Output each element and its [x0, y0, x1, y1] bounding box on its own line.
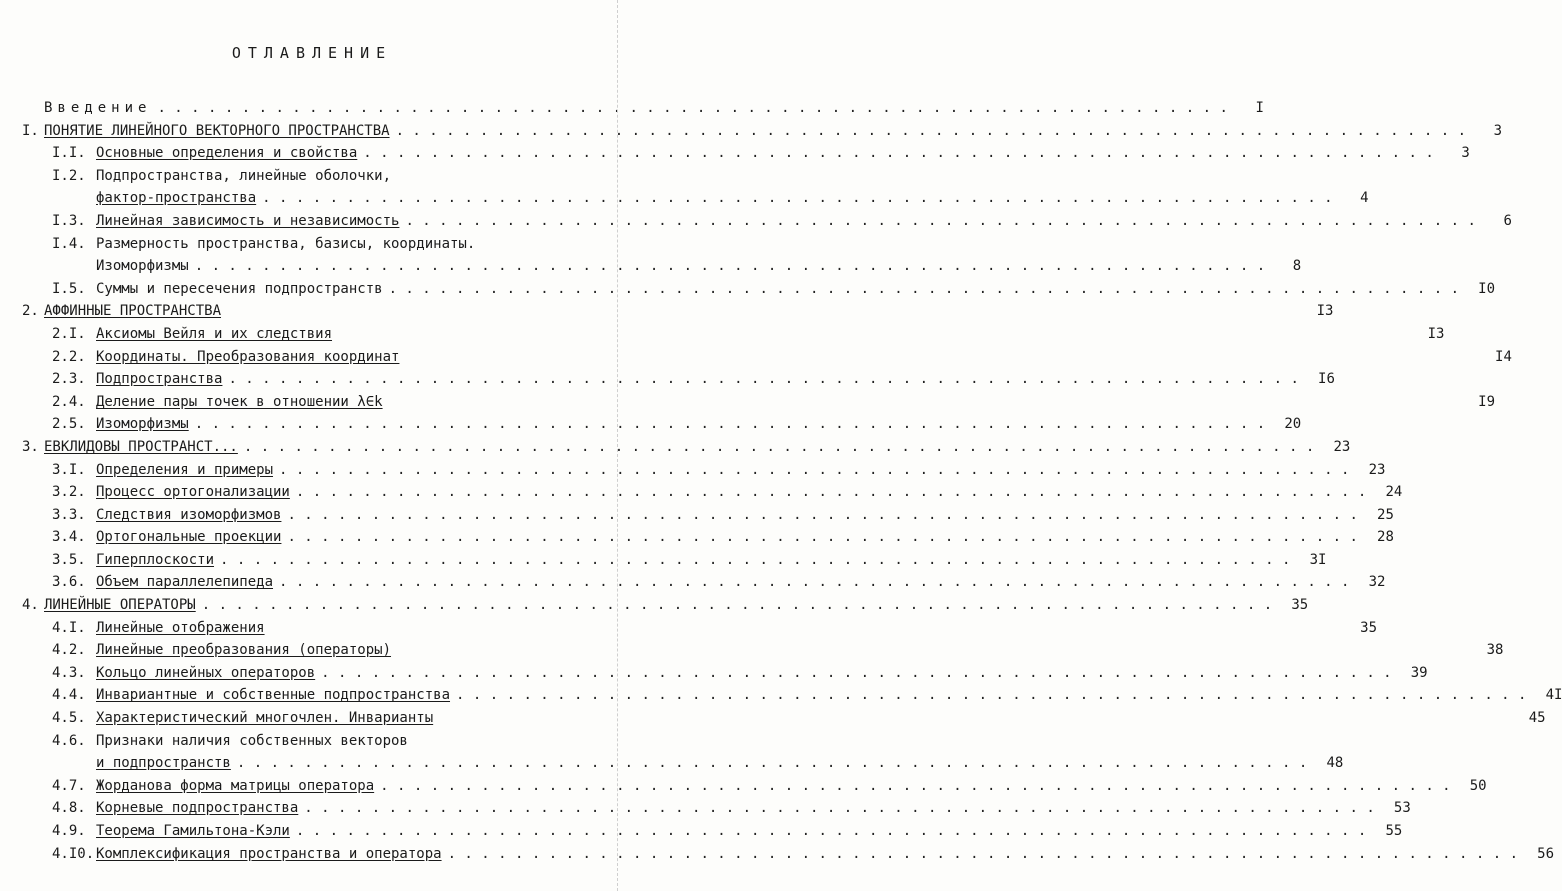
entry-page: I6 [1318, 371, 1335, 388]
toc-entry [0, 526, 1394, 549]
toc-entry [0, 707, 1546, 730]
toc-entry [0, 323, 1445, 346]
entry-title: Комплексификация пространства и оператора [96, 845, 442, 862]
toc-entry [0, 662, 1428, 685]
entry-number: I.3. [52, 212, 86, 229]
entry-number: I.I. [52, 145, 86, 162]
toc-entry [0, 549, 1327, 572]
entry-number: 4.3. [52, 664, 86, 681]
leader-dots [287, 526, 1357, 549]
entry-page: 20 [1284, 416, 1302, 433]
entry-page: I3 [1316, 303, 1334, 320]
leader-dots [237, 752, 1307, 775]
entry-page: 25 [1377, 506, 1394, 523]
entry-number: 2.I. [52, 325, 86, 342]
entry-number: 3.I. [52, 461, 86, 478]
leader-dots [304, 797, 1374, 820]
entry-page: I3 [1427, 325, 1445, 342]
toc-entry [0, 730, 624, 753]
toc-entry [0, 594, 1309, 617]
entry-title: Изоморфизмы [96, 416, 189, 433]
entry-title: Координаты. Преобразования координат [96, 348, 400, 365]
entry-title: Жорданова форма матрицы оператора [96, 777, 375, 794]
entry-page: 4I [1545, 687, 1562, 704]
entry-title: Аксиомы Вейля и их следствия [96, 325, 333, 342]
page-title: ОТЛАВЛЕНИЕ [231, 44, 393, 62]
toc-entry [0, 391, 1496, 414]
leader-dots [396, 120, 1466, 143]
toc-entry [0, 346, 1512, 369]
toc-entry-continuation [0, 187, 1369, 210]
entry-title: и подпространств [96, 755, 231, 772]
entry-page: 50 [1469, 777, 1487, 794]
toc-entry [0, 797, 1411, 820]
entry-title: Кольцо линейных операторов [96, 664, 316, 681]
leader-dots [195, 413, 1265, 436]
entry-page: 53 [1393, 800, 1411, 817]
entry-page: 3 [1493, 122, 1503, 139]
toc-entry [0, 142, 1470, 165]
entry-number: 3.4. [52, 529, 86, 546]
entry-page: 55 [1385, 823, 1403, 839]
entry-number: 4.2. [52, 642, 86, 659]
entry-page: 48 [1326, 755, 1344, 772]
entry-number: 4.8. [52, 800, 86, 817]
toc-entry [0, 684, 1562, 707]
leader-dots [279, 459, 1349, 482]
entry-title: Корневые подпространства [96, 800, 299, 817]
entry-page: 8 [1292, 258, 1302, 275]
entry-title: Характеристический многочлен. Инварианты [96, 710, 434, 727]
toc-entry [0, 278, 1496, 301]
leader-dots [363, 142, 1433, 165]
entry-page: 39 [1410, 664, 1428, 681]
entry-title: Инвариантные и собственные подпространства [96, 687, 451, 704]
entry-number: 4.5. [52, 710, 86, 727]
leader-dots [380, 775, 1450, 798]
entry-title: Размерность пространства, базисы, координаты. [96, 235, 476, 252]
entry-number: I.4. [52, 235, 86, 252]
entry-number: 2.3. [52, 371, 86, 388]
leader-dots [389, 278, 1459, 301]
entry-number: 2. [22, 303, 39, 320]
toc-entry [0, 820, 1403, 843]
page-edge-divider [616, 0, 618, 891]
leader-dots [157, 97, 1227, 120]
toc-entry [0, 300, 1334, 323]
table-of-contents [0, 97, 1562, 865]
entry-page: 56 [1537, 845, 1555, 862]
toc-entry [0, 459, 1386, 482]
toc-entry [0, 436, 1351, 459]
entry-page: 28 [1377, 529, 1394, 546]
entry-number: I.2. [52, 167, 86, 184]
entry-title: Процесс ортогонализации [96, 484, 290, 501]
entry-page: 45 [1528, 710, 1546, 727]
entry-title: ЕВКЛИДОВЫ ПРОСТРАНСТ... [44, 438, 238, 455]
entry-title: фактор-пространства [96, 190, 257, 207]
toc-entry [0, 639, 1504, 662]
entry-page: 3 [1461, 145, 1470, 162]
entry-title: Линейные преобразования (операторы) [96, 642, 392, 659]
entry-page: 23 [1333, 438, 1351, 455]
entry-title: Признаки наличия собственных векторов [96, 732, 408, 749]
entry-page: 35 [1360, 619, 1378, 636]
toc-entry [0, 233, 624, 256]
entry-number: 4.I. [52, 619, 86, 636]
leader-dots [228, 368, 1298, 391]
entry-page: 6 [1503, 212, 1512, 229]
entry-title: Линейные отображения [96, 619, 265, 636]
entry-page: 32 [1368, 574, 1386, 591]
leader-dots [296, 820, 1366, 843]
toc-entry [0, 165, 624, 188]
entry-title: Следствия изоморфизмов [96, 506, 282, 523]
toc-entry [0, 504, 1394, 527]
entry-title: Гиперплоскости [96, 551, 215, 568]
entry-title: Изоморфизмы [96, 258, 189, 275]
entry-title: АФФИННЫЕ ПРОСТРАНСТВА [44, 303, 222, 320]
toc-entry [0, 97, 1264, 120]
entry-page: 35 [1291, 597, 1309, 614]
entry-page: 4 [1360, 190, 1369, 207]
leader-dots [202, 594, 1272, 617]
leader-dots [296, 481, 1366, 504]
entry-title: Ортогональные проекции [96, 529, 282, 546]
leader-dots [321, 662, 1391, 685]
entry-page: 23 [1368, 461, 1386, 478]
entry-number: 3. [22, 438, 39, 455]
entry-page: I [1255, 100, 1264, 116]
entry-number: 4.4. [52, 687, 86, 704]
entry-number: 4.7. [52, 777, 86, 794]
entry-page: I4 [1495, 348, 1512, 365]
entry-number: 4.I0. [52, 845, 95, 862]
entry-page: I9 [1478, 393, 1496, 410]
entry-title: ПОНЯТИЕ ЛИНЕЙНОГО ВЕКТОРНОГО ПРОСТРАНСТВА [44, 122, 390, 139]
entry-page: 3I [1309, 551, 1327, 568]
entry-title: Линейная зависимость и независимость [96, 212, 400, 229]
leader-dots [279, 571, 1349, 594]
toc-entry-continuation [0, 255, 1302, 278]
entry-title: ЛИНЕЙНЫЕ ОПЕРАТОРЫ [44, 597, 196, 614]
entry-number: 4. [22, 597, 39, 614]
entry-number: 2.2. [52, 348, 86, 365]
entry-title: Деление пары точек в отношении λ∈k [96, 393, 383, 410]
toc-entry [0, 571, 1386, 594]
entry-page: 38 [1486, 642, 1504, 659]
toc-entry [0, 413, 1302, 436]
entry-title: Подпространства [96, 371, 223, 388]
entry-title: Теорема Гамильтона-Кэли [96, 823, 290, 839]
toc-entry [0, 775, 1487, 798]
leader-dots [195, 255, 1265, 278]
entry-number: 4.6. [52, 732, 86, 749]
toc-entry [0, 617, 1378, 640]
entry-number: 3.3. [52, 506, 86, 523]
entry-number: 3.5. [52, 551, 86, 568]
leader-dots [448, 843, 1518, 866]
entry-page: 24 [1385, 484, 1403, 501]
entry-number: I. [22, 122, 39, 139]
entry-number: 3.2. [52, 484, 86, 501]
entry-title: Подпространства, линейные оболочки, [96, 167, 392, 184]
leader-dots [244, 436, 1314, 459]
leader-dots [262, 187, 1332, 210]
entry-title: Основные определения и свойства [96, 145, 358, 162]
entry-number: 3.6. [52, 574, 86, 591]
entry-title: Объем параллелепипеда [96, 574, 274, 591]
toc-entry [0, 368, 1335, 391]
toc-entry [0, 210, 1512, 233]
toc-entry [0, 843, 1555, 866]
entry-number: 4.9. [52, 823, 86, 839]
leader-dots [287, 504, 1357, 527]
toc-entry-continuation [0, 752, 1344, 775]
entry-number: I.5. [52, 280, 86, 297]
entry-number: 2.4. [52, 393, 86, 410]
entry-number: 2.5. [52, 416, 86, 433]
leader-dots [405, 210, 1475, 233]
toc-entry [0, 481, 1403, 504]
entry-title: Суммы и пересечения подпространств [96, 280, 383, 297]
entry-page: I0 [1478, 280, 1496, 297]
leader-dots [220, 549, 1290, 572]
entry-title: Определения и примеры [96, 461, 274, 478]
toc-entry [0, 120, 1503, 143]
entry-title: Введение [44, 100, 152, 116]
